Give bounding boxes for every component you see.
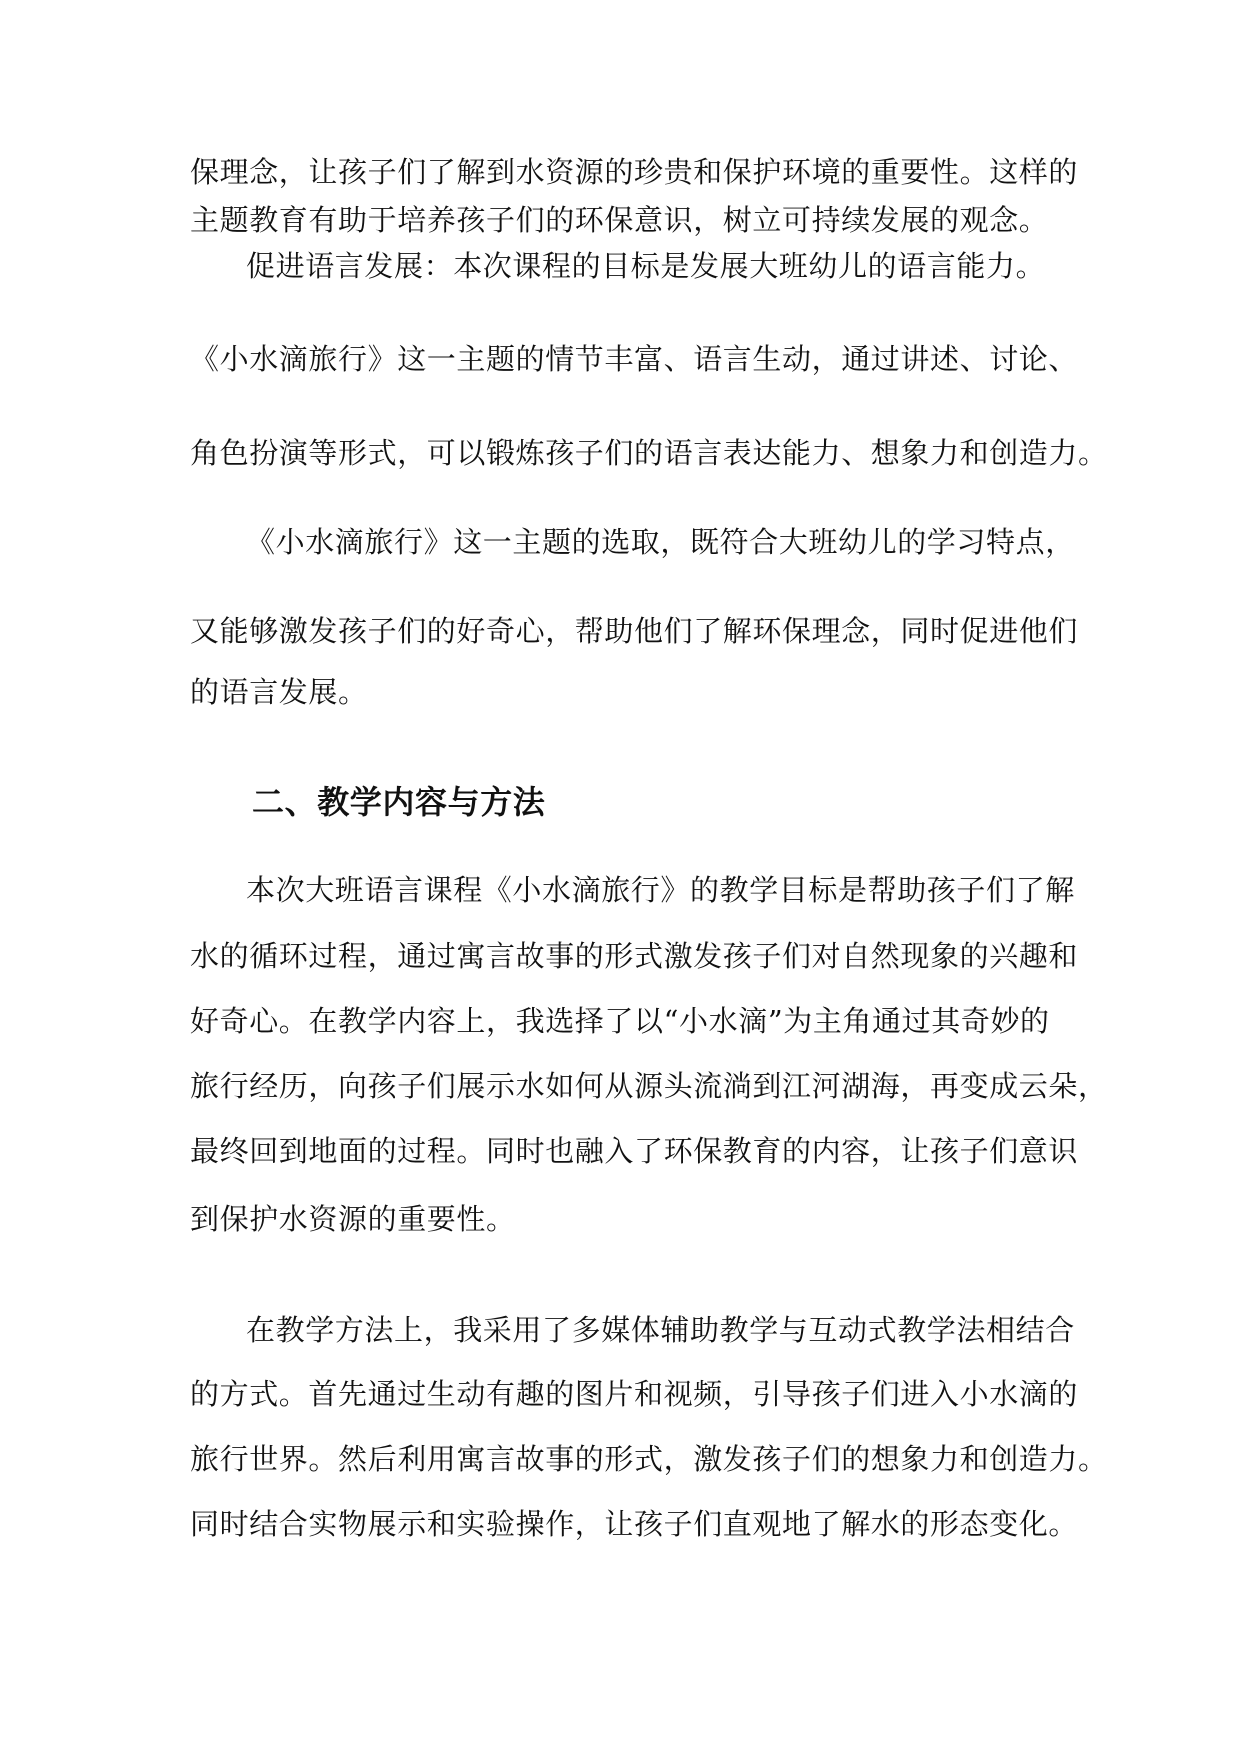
paragraph-line: 旅行世界。然后利用寓言故事的形式，激发孩子们的想象力和创造力。 <box>190 1442 1108 1476</box>
paragraph-line: 保理念，让孩子们了解到水资源的珍贵和保护环境的重要性。这样的 <box>190 155 1079 189</box>
paragraph-line: 同时结合实物展示和实验操作，让孩子们直观地了解水的形态变化。 <box>190 1507 1079 1541</box>
paragraph-line: 水的循环过程，通过寓言故事的形式激发孩子们对自然现象的兴趣和 <box>190 939 1079 973</box>
paragraph-line: 又能够激发孩子们的好奇心，帮助他们了解环保理念，同时促进他们 <box>190 614 1079 648</box>
paragraph-line: 在教学方法上，我采用了多媒体辅助教学与互动式教学法相结合 <box>246 1313 1075 1347</box>
section-heading: 二、教学内容与方法 <box>252 783 546 821</box>
paragraph-line: 到保护水资源的重要性。 <box>190 1202 516 1236</box>
paragraph-line: 的方式。首先通过生动有趣的图片和视频，引导孩子们进入小水滴的 <box>190 1377 1079 1411</box>
paragraph-line: 促进语言发展：本次课程的目标是发展大班幼儿的语言能力。 <box>246 249 1046 283</box>
paragraph-line: 角色扮演等形式，可以锻炼孩子们的语言表达能力、想象力和创造力。 <box>190 436 1108 470</box>
paragraph-line: 主题教育有助于培养孩子们的环保意识，树立可持续发展的观念。 <box>190 203 1049 237</box>
paragraph-line: 的语言发展。 <box>190 675 368 709</box>
paragraph-line: 《小水滴旅行》这一主题的选取，既符合大班幼儿的学习特点， <box>246 525 1075 559</box>
paragraph-line: 最终回到地面的过程。同时也融入了环保教育的内容，让孩子们意识 <box>190 1134 1079 1168</box>
paragraph-line: 本次大班语言课程《小水滴旅行》的教学目标是帮助孩子们了解 <box>246 873 1075 907</box>
paragraph-line: 好奇心。在教学内容上，我选择了以“小水滴”为主角通过其奇妙的 <box>190 1004 1050 1038</box>
paragraph-line: 旅行经历，向孩子们展示水如何从源头流淌到江河湖海，再变成云朵， <box>190 1069 1108 1103</box>
paragraph-line: 《小水滴旅行》这一主题的情节丰富、语言生动，通过讲述、讨论、 <box>190 342 1079 376</box>
